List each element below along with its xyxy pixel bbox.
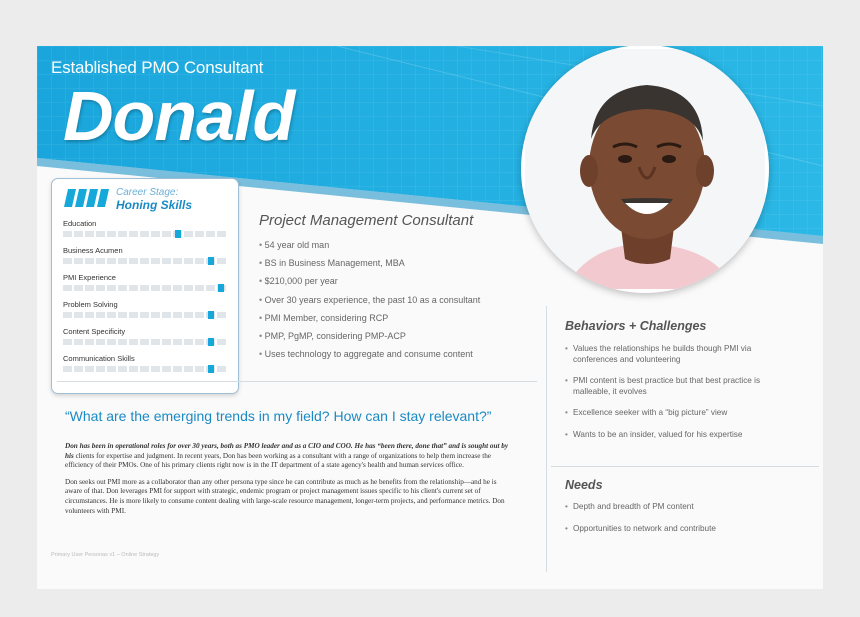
persona-sheet [37, 46, 823, 589]
skill-bar [63, 339, 227, 345]
skill-label: Communication Skills [63, 354, 135, 363]
needs-title: Needs [565, 478, 603, 492]
bio-paragraph: Don seeks out PMI more as a collaborator than any other persona type since he can contribute as much as he benefits from the relationship—and he is aware of that. Don leverages PMI for support with strategic, endemic program or project management issues specific to his client's current set of circumstances. He is more likely to consume content dealing with large-scale resource management, longer-term projects, and performance metrics. Don volunteers with PMI. [65, 477, 505, 515]
fact-item: • PMI Member, considering RCP [259, 309, 480, 327]
skill-marker [208, 311, 214, 319]
need-item: • Opportunities to network and contribute [565, 524, 785, 535]
skill-problem-solving [63, 300, 227, 318]
persona-bio [65, 442, 510, 523]
column-divider [546, 306, 547, 572]
divider [551, 466, 819, 467]
persona-name: Donald [63, 77, 295, 155]
fact-item: • 54 year old man [259, 236, 480, 254]
persona-photo [521, 46, 769, 293]
fact-item: • Over 30 years experience, the past 10 as a consultant [259, 291, 480, 309]
skill-label: PMI Experience [63, 273, 116, 282]
skill-communication-skills [63, 354, 227, 372]
bio-text: clients for expertise and judgment. In recent years, Don has been working as a consultant with a range of organizations to help them increase the efficiency of their PMOs. One of his primary clients right now is in the IT department of a state agency's health and human services office. [65, 451, 492, 470]
persona-subtitle: Established PMO Consultant [51, 58, 264, 77]
fact-item: • PMP, PgMP, considering PMP-ACP [259, 327, 480, 345]
profile-facts [259, 236, 480, 363]
career-stage-label: Career Stage: [116, 187, 179, 198]
skill-label: Business Acumen [63, 246, 123, 255]
portrait-image [525, 49, 765, 289]
skill-bar [63, 231, 227, 237]
bio-paragraph [65, 442, 510, 471]
skill-bar [63, 285, 227, 291]
skill-marker [218, 284, 224, 292]
fact-item: • $210,000 per year [259, 272, 480, 290]
bars-icon [64, 189, 110, 207]
skill-marker [208, 338, 214, 346]
skill-marker [208, 257, 214, 265]
persona-quote: “What are the emerging trends in my field? How can I stay relevant?” [65, 408, 492, 424]
behaviors-list [565, 344, 785, 451]
skill-business-acumen [63, 246, 227, 264]
skill-bar [63, 312, 227, 318]
skill-content-specificity [63, 327, 227, 345]
behavior-item: • PMI content is best practice but that best practice is malleable, it evolves [565, 376, 785, 397]
role-title: Project Management Consultant [259, 212, 474, 229]
behavior-item: • Wants to be an insider, valued for his expertise [565, 430, 785, 441]
skill-label: Education [63, 219, 97, 228]
behavior-item: • Values the relationships he builds though PMI via conferences and volunteering [565, 344, 785, 365]
divider [57, 381, 537, 382]
skill-bar [63, 366, 227, 372]
fact-item: • Uses technology to aggregate and consume content [259, 345, 480, 363]
bio-lead: Don has been in operational roles for over 30 years, both as PMO leader and as a CIO and COO. He has “been there, done that” and is sought out by his [65, 442, 509, 460]
skill-bar [63, 258, 227, 264]
skill-label: Problem Solving [63, 300, 118, 309]
need-item: • Depth and breadth of PM content [565, 502, 785, 513]
needs-list [565, 502, 785, 545]
career-card [51, 178, 239, 394]
skill-label: Content Specificity [63, 327, 126, 336]
behaviors-title: Behaviors + Challenges [565, 319, 707, 333]
behavior-item: • Excellence seeker with a “big picture” view [565, 408, 785, 419]
fact-item: • BS in Business Management, MBA [259, 254, 480, 272]
skill-education [63, 219, 227, 237]
skill-pmi-experience [63, 273, 227, 291]
footer-note: Primary User Personas v1 – Online Strategy [51, 552, 160, 558]
career-stage-value: Honing Skills [116, 198, 193, 212]
skill-marker [208, 365, 214, 373]
skill-marker [175, 230, 181, 238]
